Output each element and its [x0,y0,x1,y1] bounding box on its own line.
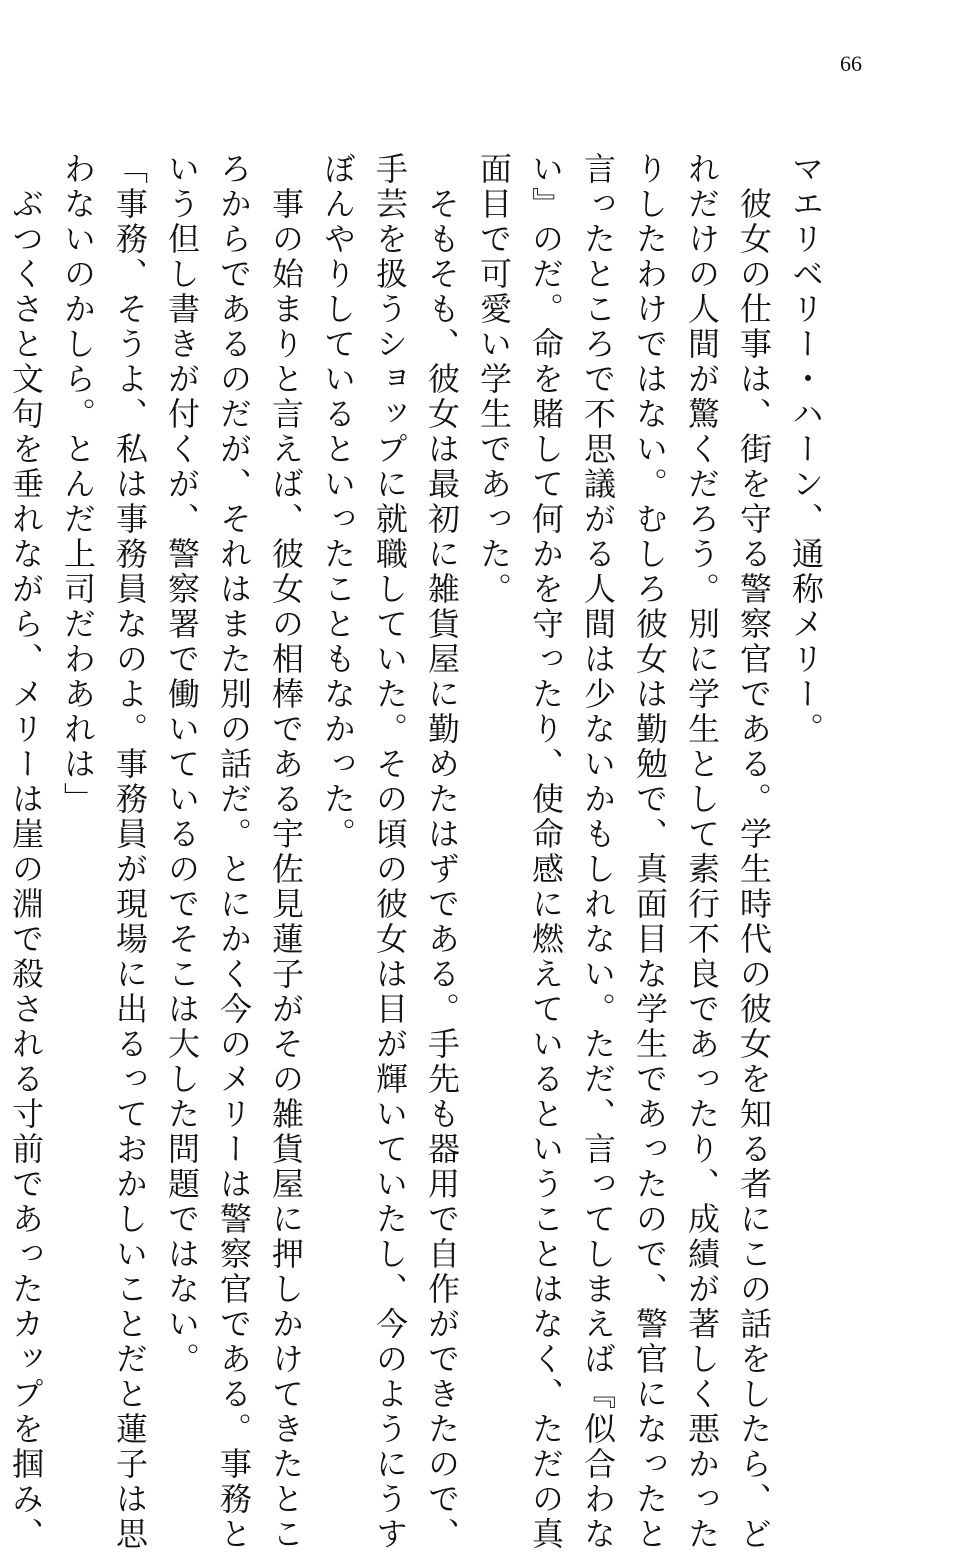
text-column: 「事務、そうよ、私は事務員なのよ。事務員が現場に出るっておかしいことだと蓮子は思 [111,152,149,1552]
text-column: ろからであるのだが、それはまた別の話だ。とにかく今のメリーは警察官である。事務と [215,152,253,1552]
body-text [0,152,832,1552]
text-column: れだけの人間が驚くだろう。別に学生として素行不良であったり、成績が著しく悪かった [683,152,721,1552]
text-column: 事の始まりと言えば、彼女の相棒である宇佐見蓮子がその雑貨屋に押しかけてきたとこ [267,152,305,1552]
text-column: りしたわけではない。むしろ彼女は勤勉で、真面目な学生であったので、警官になったと [631,152,669,1552]
text-column: 言ったところで不思議がる人間は少ないかもしれない。ただ、言ってしまえば『似合わな [579,152,617,1552]
text-column: 面目で可愛い学生であった。 [475,152,513,607]
text-column: マエリベリー・ハーン、通称メリー。 [787,152,825,747]
page-number: 66 [840,51,862,76]
text-column: 彼女の仕事は、街を守る警察官である。学生時代の彼女を知る者にこの話をしたら、ど [735,152,773,1552]
text-column: ぼんやりしているといったこともなかった。 [319,152,357,852]
text-column: 手芸を扱うショップに就職していた。その頃の彼女は目が輝いていたし、今のようにうす [371,152,409,1552]
text-column: わないのかしら。とんだ上司だわあれは」 [59,152,97,817]
text-column: い』のだ。命を賭して何かを守ったり、使命感に燃えているということはなく、ただの真 [527,152,565,1552]
text-column: ぶつくさと文句を垂れながら、メリーは崖の淵で殺される寸前であったカップを掴み、 [7,152,45,1552]
text-column: いう但し書きが付くが、警察署で働いているのでそこは大した問題ではない。 [163,152,201,1377]
text-column: そもそも、彼女は最初に雑貨屋に勤めたはずである。手先も器用で自作ができたので、 [423,152,461,1552]
